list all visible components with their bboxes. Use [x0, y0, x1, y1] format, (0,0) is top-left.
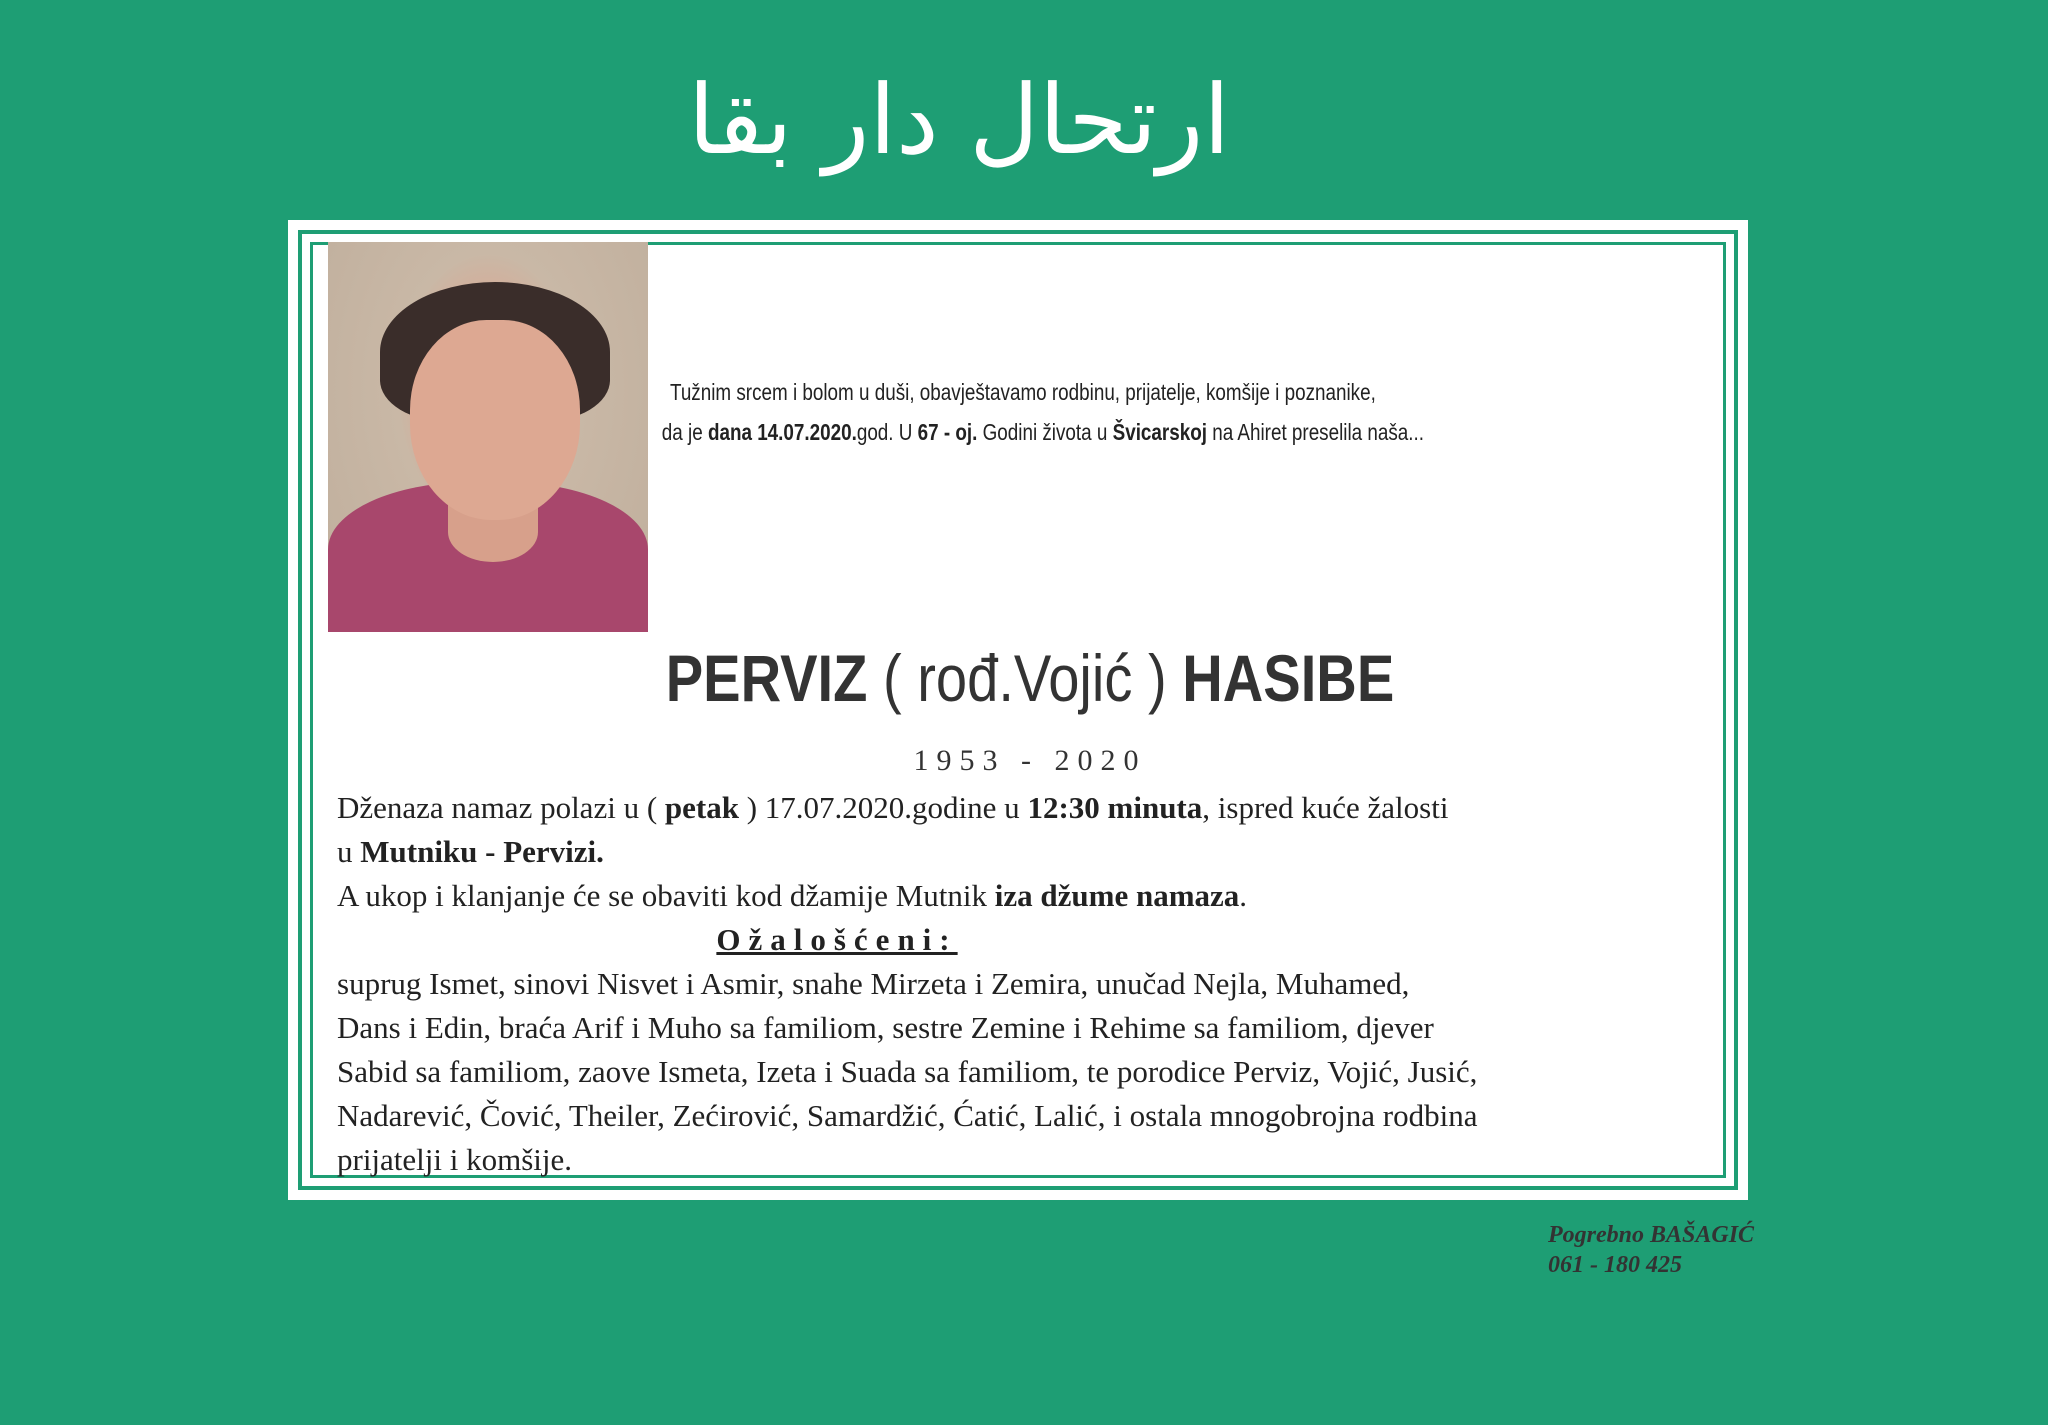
intro-line-1: Tužnim srcem i bolom u duši, obavještavamo rodbinu, prijatelje, komšije i poznanike, [670, 379, 1376, 405]
funeral-line-2 [337, 830, 1717, 874]
intro-line-2 [661, 412, 1425, 452]
funeral-text-segment: Dženaza namaz polazi u ( [337, 790, 665, 825]
mourners-line: Dans i Edin, braća Arif i Muho sa familiom, sestre Zemine i Rehime sa familiom, djever [337, 1010, 1434, 1045]
intro-text-segment: da je [661, 419, 708, 445]
funeral-text-segment: u [337, 834, 361, 869]
funeral-line-1 [337, 786, 1717, 830]
intro-text-segment: Godini života u [977, 419, 1113, 445]
deceased-name [410, 640, 1651, 716]
funeral-line-3 [337, 874, 1717, 918]
mourners-line: Nadarević, Čović, Theiler, Zećirović, Samardžić, Ćatić, Lalić, i ostala mnogobrojna rodbina [337, 1098, 1478, 1133]
photo-face [410, 320, 580, 520]
funeral-text-segment: ) 17.07.2020.godine u [738, 790, 1028, 825]
arabic-calligraphy-header: ارتحال دار بقا [687, 64, 1230, 176]
intro-text [661, 372, 1425, 452]
first-name: HASIBE [1182, 641, 1395, 715]
burial-time: iza džume namaza [994, 878, 1240, 913]
mourners-line: Sabid sa familiom, zaove Ismeta, Izeta i Suada sa familiom, te porodice Perviz, Vojić, Jusić, [337, 1054, 1478, 1089]
mourners-line: prijatelji i komšije. [337, 1142, 573, 1177]
funeral-details [337, 786, 1717, 1182]
maiden-name: ( rođ.Vojić ) [882, 641, 1167, 715]
funeral-text-segment: . [1239, 878, 1248, 913]
funeral-home-name: Pogrebno BAŠAGIĆ [1548, 1222, 1755, 1248]
mourners-heading: Ožalošćeni: [716, 922, 958, 957]
place-of-death: Švicarskoj [1112, 419, 1207, 445]
age: 67 - oj. [917, 419, 978, 445]
intro-text-segment: god. U [856, 419, 918, 445]
funeral-home-phone: 061 - 180 425 [1548, 1252, 1682, 1278]
funeral-time: 12:30 minuta [1027, 790, 1203, 825]
life-years: 1953 - 2020 [913, 744, 1147, 777]
deceased-photo [328, 242, 648, 632]
mourners-line: suprug Ismet, sinovi Nisvet i Asmir, snahe Mirzeta i Zemira, unučad Nejla, Muhamed, [337, 966, 1410, 1001]
funeral-home-credit [1548, 1220, 1754, 1280]
funeral-text-segment: A ukop i klanjanje će se obaviti kod džamije Mutnik [337, 878, 995, 913]
funeral-day: petak [664, 790, 739, 825]
death-date: dana 14.07.2020. [707, 419, 857, 445]
intro-text-segment: na Ahiret preselila naša... [1206, 419, 1425, 445]
surname: PERVIZ [665, 641, 868, 715]
funeral-text-segment: , ispred kuće žalosti [1202, 790, 1449, 825]
funeral-location: Mutniku - Pervizi. [360, 834, 604, 869]
